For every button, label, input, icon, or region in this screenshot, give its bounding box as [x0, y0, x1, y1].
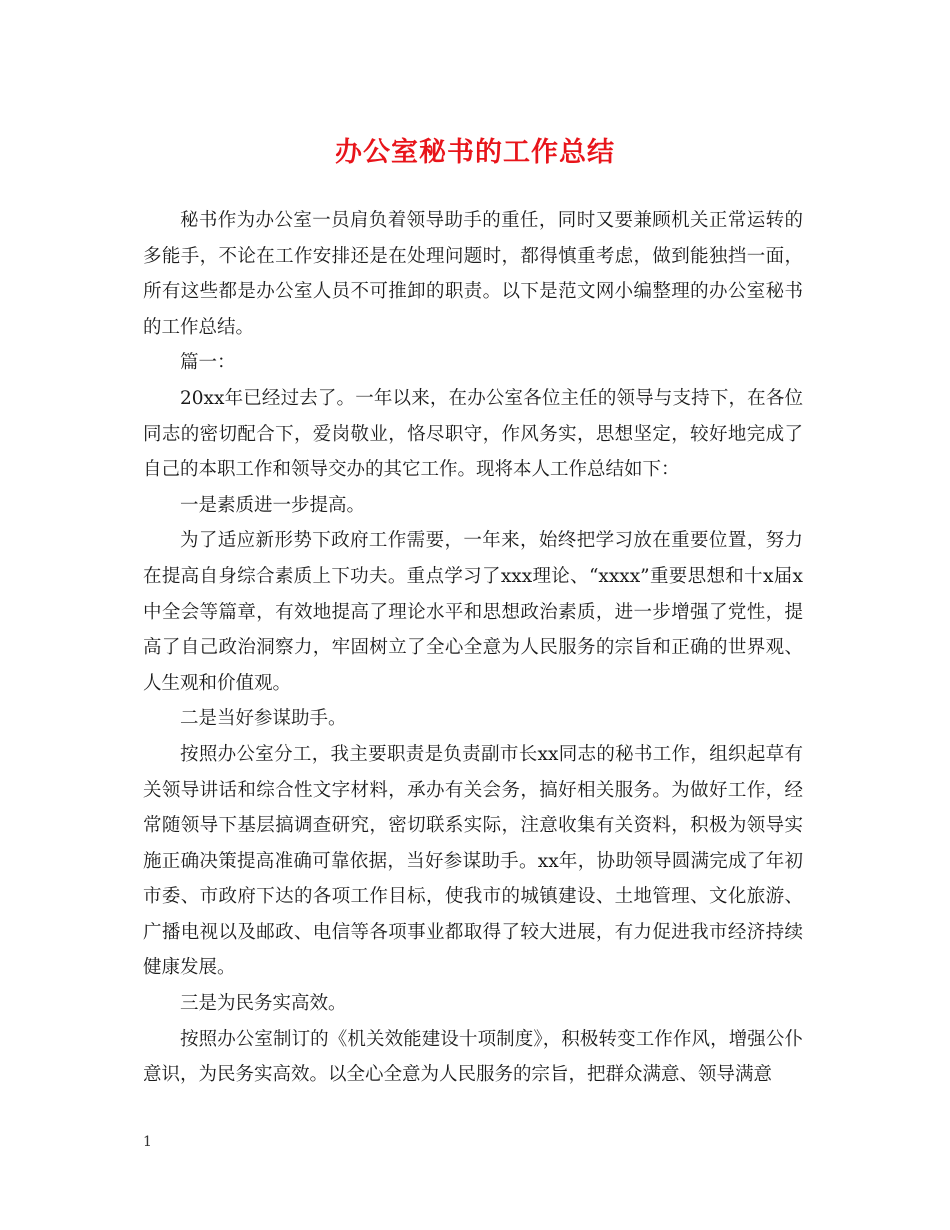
document-title: 办公室秘书的工作总结	[335, 137, 615, 168]
paragraph-efficiency: 按照办公室制订的《机关效能建设十项制度》，积极转变工作作风，增强公仆意识，为民务实高效。以全心全意为人民服务的宗旨，把群众满意、领导满意	[143, 1028, 803, 1086]
subheading-efficiency: 三是为民务实高效。	[180, 993, 347, 1015]
paragraph-intro: 秘书作为办公室一员肩负着领导助手的重任，同时又要兼顾机关正常运转的多能手，不论在工作安排还是在处理问题时，都得慎重考虑，做到能独挡一面，所有这些都是办公室人员不可推卸的职责。以下是范文网小编整理的办公室秘书的工作总结。	[143, 210, 803, 338]
subheading-advisor: 二是当好参谋助手。	[180, 708, 347, 730]
paragraph-overview: 20xx年已经过去了。一年以来，在办公室各位主任的领导与支持下，在各位同志的密切配合下，爱岗敬业，恪尽职守，作风务实，思想坚定，较好地完成了自己的本职工作和领导交办的其它工作。现将本人工作总结如下：	[143, 387, 803, 481]
paragraph-quality: 为了适应新形势下政府工作需要，一年来，始终把学习放在重要位置，努力在提高自身综合素质上下功夫。重点学习了xxx理论、“xxxx”重要思想和十x届x中全会等篇章，有效地提高了理论水平和思想政治素质，进一步增强了党性，提高了自己政治洞察力，牢固树立了全心全意为人民服务的宗旨和正确的世界观、人生观和价值观。	[143, 530, 803, 694]
paragraph-advisor: 按照办公室分工，我主要职责是负责副市长xx同志的秘书工作，组织起草有关领导讲话和综合性文字材料，承办有关会务，搞好相关服务。为做好工作，经常随领导下基层搞调查研究，密切联系实际，注意收集有关资料，积极为领导实施正确决策提高准确可靠依据，当好参谋助手。xx年，协助领导圆满完成了年初市委、市政府下达的各项工作目标，使我市的城镇建设、土地管理、文化旅游、广播电视以及邮政、电信等各项事业都取得了较大进展，有力促进我市经济持续健康发展。	[143, 743, 803, 979]
page-number: 1	[143, 1134, 152, 1150]
section-heading-part-one: 篇一：	[180, 352, 236, 374]
document-body	[143, 203, 803, 1093]
subheading-quality: 一是素质进一步提高。	[180, 494, 366, 516]
